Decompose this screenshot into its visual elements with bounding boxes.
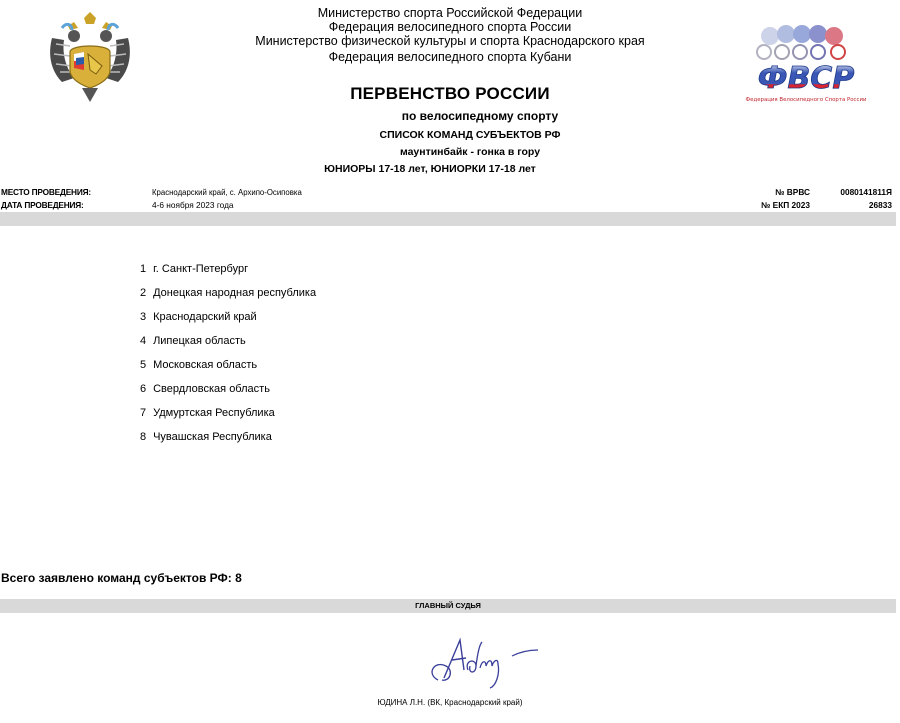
organizer-line: Министерство спорта Российской Федерации bbox=[317, 6, 583, 20]
chief-judge-header: ГЛАВНЫЙ СУДЬЯ bbox=[0, 599, 896, 613]
vrvs-value: 0080141811Я bbox=[840, 187, 892, 197]
organizers-header bbox=[200, 6, 700, 64]
teams-list bbox=[140, 262, 316, 454]
list-item: 1 г. Санкт-Петербург bbox=[140, 263, 249, 275]
organizer-line: Министерство физической культуры и спорта Краснодарского края bbox=[255, 34, 645, 48]
ekp-value: 26833 bbox=[868, 200, 892, 210]
signature-icon bbox=[420, 630, 580, 692]
double-headed-eagle-icon bbox=[44, 8, 136, 106]
ministry-emblem-logo bbox=[44, 8, 136, 106]
discipline-title: маунтинбайк - гонка в гору bbox=[399, 146, 541, 158]
chief-judge-signature bbox=[420, 630, 580, 692]
cyclists-logo-icon bbox=[740, 22, 872, 106]
chief-judge-name: ЮДИНА Л.Н. (ВК, Краснодарский край) bbox=[377, 698, 523, 707]
competition-title: ПЕРВЕНСТВО РОССИИ bbox=[350, 84, 550, 103]
fvsr-logo bbox=[740, 22, 872, 106]
vrvs-label: № ВРВС bbox=[775, 187, 810, 197]
organizer-line: Федерация велосипедного спорта России bbox=[328, 20, 572, 34]
organizer-line: Федерация велосипедного спорта Кубани bbox=[328, 50, 572, 64]
list-item: 7 Удмуртская Республика bbox=[140, 407, 275, 419]
list-item: 6 Свердловская область bbox=[140, 383, 270, 395]
age-groups-title: ЮНИОРЫ 17-18 лет, ЮНИОРКИ 17-18 лет bbox=[324, 163, 536, 175]
venue-label: МЕСТО ПРОВЕДЕНИЯ: bbox=[1, 187, 91, 197]
venue-value: Краснодарский край, с. Архипо-Осиповка bbox=[152, 188, 302, 197]
svg-text:Федерация Велосипедного Спорта: Федерация Велосипедного Спорта России bbox=[745, 97, 867, 103]
sport-subtitle: по велосипедному спорту bbox=[401, 109, 559, 123]
date-label: ДАТА ПРОВЕДЕНИЯ: bbox=[1, 200, 84, 210]
list-item: 3 Краснодарский край bbox=[140, 311, 257, 323]
list-item: 8 Чувашская Республика bbox=[140, 431, 272, 443]
list-item: 5 Московская область bbox=[140, 359, 258, 371]
list-item: 4 Липецкая область bbox=[140, 335, 246, 347]
header-divider-bar bbox=[0, 212, 896, 226]
date-value: 4-6 ноября 2023 года bbox=[152, 200, 234, 210]
total-teams-summary: Всего заявлено команд субъектов РФ: 8 bbox=[1, 571, 242, 585]
list-item: 2 Донецкая народная республика bbox=[140, 287, 317, 299]
ekp-label: № ЕКП 2023 bbox=[761, 200, 810, 210]
svg-text:ФВСР: ФВСР bbox=[757, 61, 855, 96]
document-title: СПИСОК КОМАНД СУБЪЕКТОВ РФ bbox=[379, 129, 561, 141]
